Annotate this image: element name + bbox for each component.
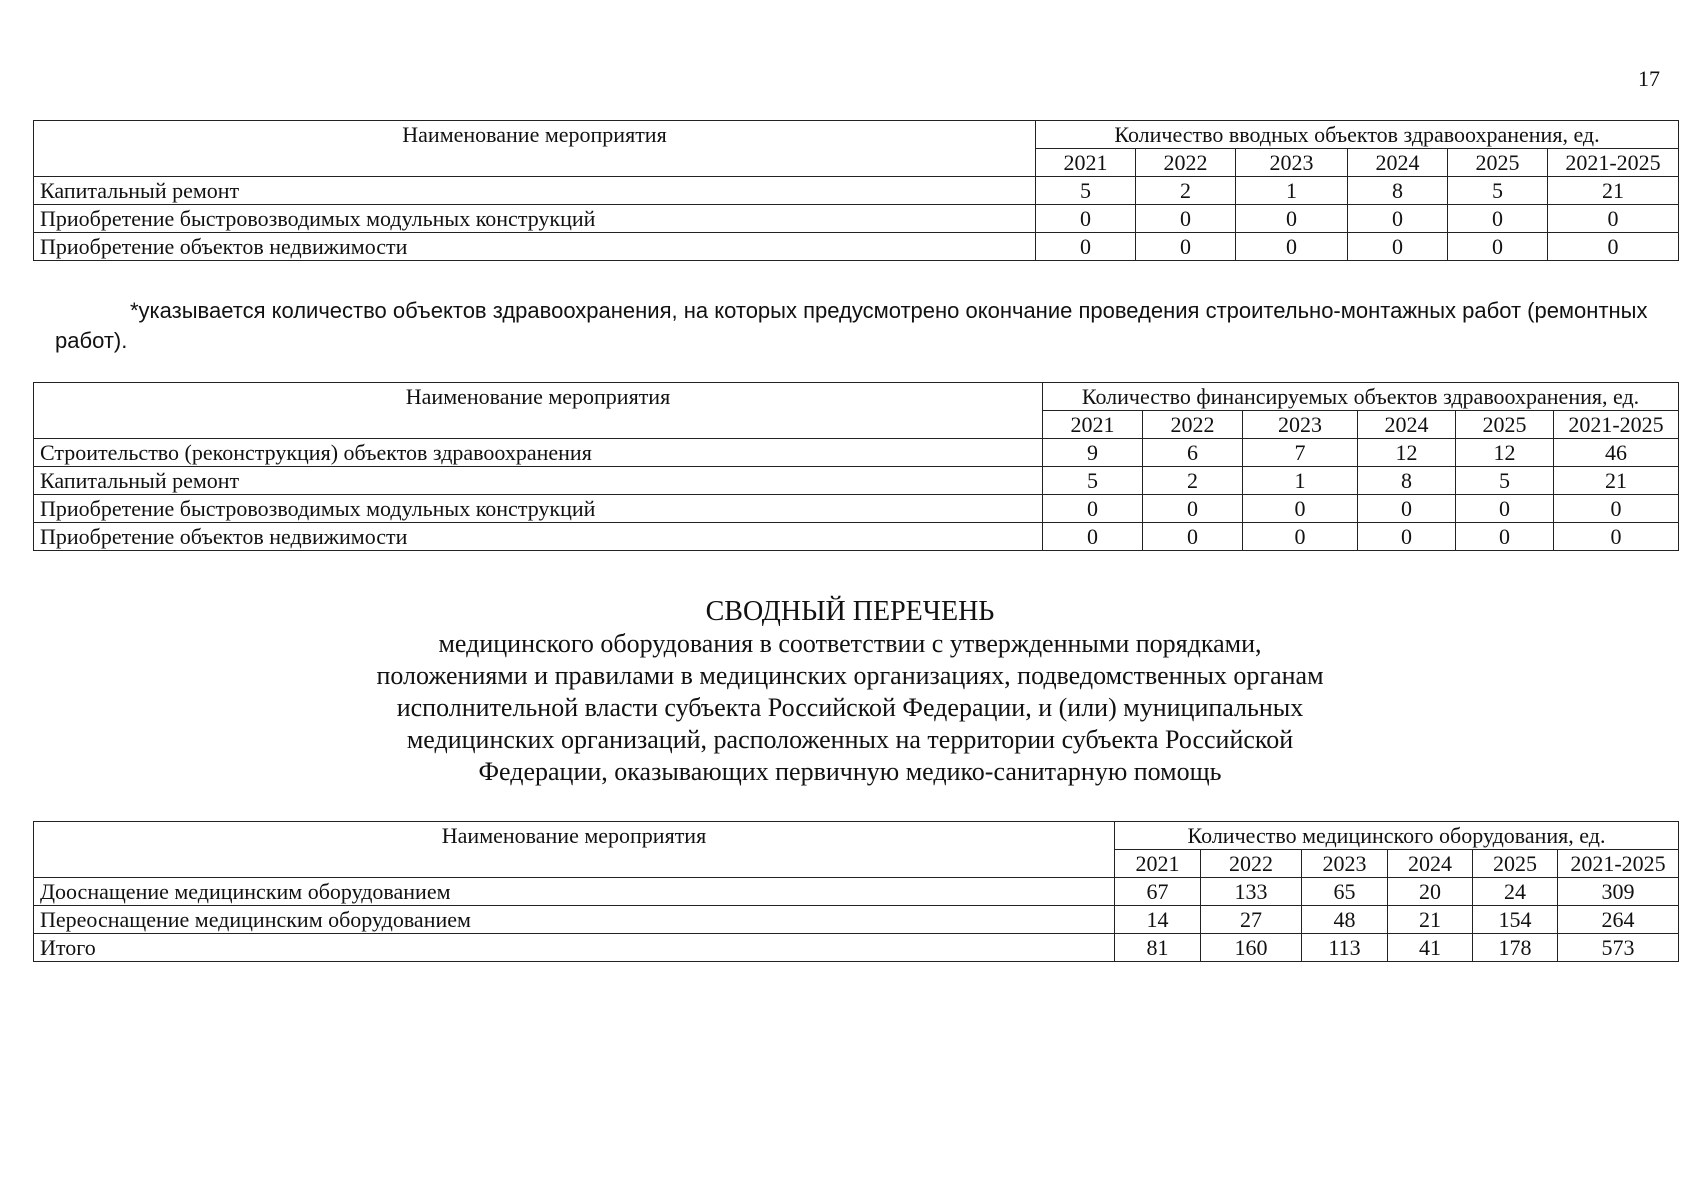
table-row bbox=[34, 439, 1679, 467]
year-header: 2024 bbox=[1388, 850, 1473, 878]
cell-value: 0 bbox=[1348, 205, 1448, 233]
cell-value: 67 bbox=[1115, 878, 1201, 906]
row-name: Приобретение быстровозводимых модульных конструкций bbox=[34, 495, 1043, 523]
cell-value: 2 bbox=[1136, 177, 1236, 205]
column-header-group: Количество вводных объектов здравоохранения, ед. bbox=[1036, 121, 1679, 149]
cell-value: 0 bbox=[1548, 205, 1679, 233]
cell-value: 573 bbox=[1558, 934, 1679, 962]
table-row bbox=[34, 177, 1679, 205]
cell-value: 5 bbox=[1448, 177, 1548, 205]
year-header: 2021-2025 bbox=[1548, 149, 1679, 177]
table-row bbox=[34, 467, 1679, 495]
cell-value: 5 bbox=[1456, 467, 1554, 495]
cell-value: 0 bbox=[1236, 233, 1348, 261]
cell-value: 0 bbox=[1236, 205, 1348, 233]
cell-value: 0 bbox=[1548, 233, 1679, 261]
year-header: 2023 bbox=[1236, 149, 1348, 177]
year-header: 2021 bbox=[1036, 149, 1136, 177]
row-name: Приобретение объектов недвижимости bbox=[34, 523, 1043, 551]
cell-value: 7 bbox=[1243, 439, 1358, 467]
summary-line: медицинских организаций, расположенных на территории субъекта Российской bbox=[406, 725, 1294, 754]
commissioned-objects-table bbox=[33, 120, 1679, 261]
cell-value: 0 bbox=[1448, 233, 1548, 261]
year-header: 2025 bbox=[1448, 149, 1548, 177]
cell-value: 0 bbox=[1554, 495, 1679, 523]
row-name: Итого bbox=[34, 934, 1115, 962]
cell-value: 0 bbox=[1136, 233, 1236, 261]
cell-value: 27 bbox=[1201, 906, 1302, 934]
cell-value: 0 bbox=[1036, 233, 1136, 261]
cell-value: 8 bbox=[1358, 467, 1456, 495]
cell-value: 41 bbox=[1388, 934, 1473, 962]
cell-value: 154 bbox=[1473, 906, 1558, 934]
cell-value: 21 bbox=[1388, 906, 1473, 934]
cell-value: 0 bbox=[1358, 495, 1456, 523]
cell-value: 6 bbox=[1143, 439, 1243, 467]
cell-value: 133 bbox=[1201, 878, 1302, 906]
table-row bbox=[34, 523, 1679, 551]
row-name: Переоснащение медицинским оборудованием bbox=[34, 906, 1115, 934]
summary-line: положениями и правилами в медицинских организациях, подведомственных органам bbox=[376, 661, 1324, 690]
summary-line: медицинского оборудования в соответствии с утвержденными порядками, bbox=[438, 629, 1262, 658]
year-header: 2021 bbox=[1043, 411, 1143, 439]
column-header-name: Наименование мероприятия bbox=[34, 383, 1043, 439]
cell-value: 21 bbox=[1554, 467, 1679, 495]
cell-value: 0 bbox=[1036, 205, 1136, 233]
cell-value: 0 bbox=[1358, 523, 1456, 551]
column-header-group: Количество финансируемых объектов здравоохранения, ед. bbox=[1043, 383, 1679, 411]
table-row bbox=[34, 878, 1679, 906]
summary-line: исполнительной власти субъекта Российской Федерации, и (или) муниципальных bbox=[396, 693, 1304, 722]
summary-heading bbox=[200, 596, 1500, 788]
year-header: 2022 bbox=[1143, 411, 1243, 439]
table-row bbox=[34, 495, 1679, 523]
row-name: Приобретение быстровозводимых модульных конструкций bbox=[34, 205, 1036, 233]
row-name: Капитальный ремонт bbox=[34, 177, 1036, 205]
cell-value: 264 bbox=[1558, 906, 1679, 934]
cell-value: 65 bbox=[1302, 878, 1388, 906]
cell-value: 309 bbox=[1558, 878, 1679, 906]
cell-value: 81 bbox=[1115, 934, 1201, 962]
year-header: 2022 bbox=[1136, 149, 1236, 177]
year-header: 2021-2025 bbox=[1554, 411, 1679, 439]
cell-value: 0 bbox=[1143, 495, 1243, 523]
page-number: 17 bbox=[1638, 66, 1660, 91]
cell-value: 0 bbox=[1243, 523, 1358, 551]
row-name: Капитальный ремонт bbox=[34, 467, 1043, 495]
cell-value: 21 bbox=[1548, 177, 1679, 205]
financed-objects-table bbox=[33, 382, 1679, 551]
column-header-group: Количество медицинского оборудования, ед. bbox=[1115, 822, 1679, 850]
cell-value: 24 bbox=[1473, 878, 1558, 906]
cell-value: 0 bbox=[1448, 205, 1548, 233]
table-header-row bbox=[34, 121, 1679, 149]
column-header-name: Наименование мероприятия bbox=[34, 822, 1115, 878]
table-row bbox=[34, 906, 1679, 934]
cell-value: 0 bbox=[1456, 523, 1554, 551]
footnote: *указывается количество объектов здравоохранения, на которых предусмотрено окончание проведения строительно-монтажных работ (ремонтных работ). bbox=[55, 298, 1648, 353]
cell-value: 0 bbox=[1143, 523, 1243, 551]
cell-value: 160 bbox=[1201, 934, 1302, 962]
cell-value: 46 bbox=[1554, 439, 1679, 467]
cell-value: 0 bbox=[1456, 495, 1554, 523]
year-header: 2021-2025 bbox=[1558, 850, 1679, 878]
cell-value: 0 bbox=[1136, 205, 1236, 233]
cell-value: 5 bbox=[1043, 467, 1143, 495]
year-header: 2024 bbox=[1348, 149, 1448, 177]
cell-value: 12 bbox=[1456, 439, 1554, 467]
cell-value: 113 bbox=[1302, 934, 1388, 962]
year-header: 2023 bbox=[1302, 850, 1388, 878]
year-header: 2023 bbox=[1243, 411, 1358, 439]
table-header-row bbox=[34, 822, 1679, 850]
cell-value: 2 bbox=[1143, 467, 1243, 495]
cell-value: 0 bbox=[1043, 523, 1143, 551]
cell-value: 8 bbox=[1348, 177, 1448, 205]
cell-value: 14 bbox=[1115, 906, 1201, 934]
year-header: 2025 bbox=[1456, 411, 1554, 439]
cell-value: 0 bbox=[1243, 495, 1358, 523]
year-header: 2022 bbox=[1201, 850, 1302, 878]
column-header-name: Наименование мероприятия bbox=[34, 121, 1036, 177]
row-name: Строительство (реконструкция) объектов здравоохранения bbox=[34, 439, 1043, 467]
summary-line: Федерации, оказывающих первичную медико-санитарную помощь bbox=[478, 757, 1222, 786]
cell-value: 178 bbox=[1473, 934, 1558, 962]
table-row bbox=[34, 934, 1679, 962]
cell-value: 5 bbox=[1036, 177, 1136, 205]
cell-value: 0 bbox=[1348, 233, 1448, 261]
table-row bbox=[34, 205, 1679, 233]
table-header-row bbox=[34, 383, 1679, 411]
cell-value: 0 bbox=[1554, 523, 1679, 551]
row-name: Приобретение объектов недвижимости bbox=[34, 233, 1036, 261]
row-name: Дооснащение медицинским оборудованием bbox=[34, 878, 1115, 906]
medical-equipment-table bbox=[33, 821, 1679, 962]
cell-value: 1 bbox=[1243, 467, 1358, 495]
cell-value: 20 bbox=[1388, 878, 1473, 906]
cell-value: 0 bbox=[1043, 495, 1143, 523]
table-row bbox=[34, 233, 1679, 261]
year-header: 2021 bbox=[1115, 850, 1201, 878]
cell-value: 48 bbox=[1302, 906, 1388, 934]
year-header: 2025 bbox=[1473, 850, 1558, 878]
cell-value: 1 bbox=[1236, 177, 1348, 205]
summary-title: СВОДНЫЙ ПЕРЕЧЕНЬ bbox=[705, 596, 995, 627]
cell-value: 9 bbox=[1043, 439, 1143, 467]
year-header: 2024 bbox=[1358, 411, 1456, 439]
cell-value: 12 bbox=[1358, 439, 1456, 467]
